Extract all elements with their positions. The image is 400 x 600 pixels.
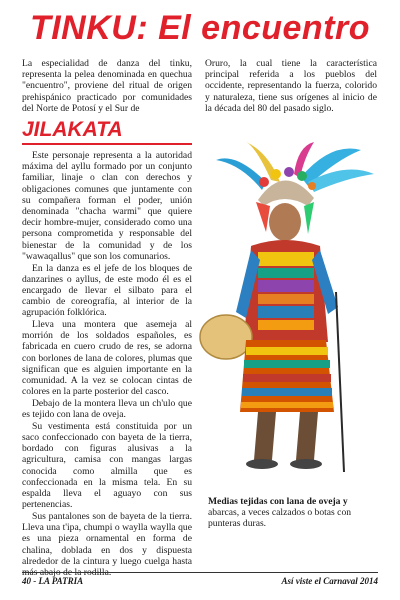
left-leg xyxy=(254,412,276,460)
footer-issue-label: Así viste el Carnaval 2014 xyxy=(281,576,378,586)
caption-rest: abarcas, a veces calzados o botas con punteras duras. xyxy=(208,507,352,530)
body-paragraph-1: Este personaje representa a la autoridad máxima del ayllu formado por un conjunto familiar, linaje o clan con derechos y obligaciones comunes que juntamente con su compañera forman el poder, unión denominada "chacha warmi" que quiere decir hombre-mujer, considerado como una persona comprometida y responsable del bienestar de la comunidad y de los "wawaqallus" que son los comunarios. xyxy=(22,150,192,262)
left-abarca xyxy=(246,459,278,469)
body-paragraph-6: Sus pantalones son de bayeta de la tierra. Lleva una t'ipa, chumpi o waylla waylla que es una pieza ornamental en forma de chalina, doblada en dos y dispuesta alrededor de la cintura y luego cuelga hasta xyxy=(22,511,192,567)
body-paragraph-5: Su vestimenta está constituida por un saco confeccionado con bayeta de la tierra, bordado con figuras alusivas a la agricultura, camisa con mangas largas conocida como almilla que es confeccionada en la misma tela. En su espalda lleva el aguayo con sus pertenencias. xyxy=(22,420,192,511)
body-column xyxy=(22,150,192,579)
section-heading: JILAKATA xyxy=(22,118,123,141)
right-abarca xyxy=(290,459,322,469)
page-title: TINKU: El encuentro xyxy=(29,9,371,47)
intro-left-column: La especialidad de danza del tinku, representa la pelea denominada en quechua "encuentro", proviene del ritual de origen prehispánico practicado por comunidades del Norte de Potosí y el Sur de xyxy=(22,58,192,114)
body-paragraph-2: En la danza es el jefe de los bloques de danzarines o ayllus, de este modo él es el encargado de llevar el silbato para el cambio de coreografía, al interior de la agrupación folklórica. xyxy=(22,262,192,319)
straw-hat xyxy=(200,315,252,359)
body-paragraph-3: Lleva una montera que asemeja al morrión de los soldados españoles, es fabricada en cuero crudo de res, se adorna con borlones de lana de colores, plumas que significan que es alguien importante en la comunidad. A la vez se colocan cintas de colores en la parte posterior del casco. xyxy=(22,319,192,398)
body-paragraph-4: Debajo de la montera lleva un ch'ulo que es tejido con lana de oveja. xyxy=(22,397,192,421)
dancer-face xyxy=(269,203,301,241)
footer-rule xyxy=(22,572,378,573)
dancer-illustration xyxy=(196,142,386,487)
heading-rule xyxy=(22,143,192,145)
embroidered-jacket xyxy=(244,240,328,342)
intro-right-column: Oruro, la cual tiene la característica principal referida a los pueblos del occidente, representando la fuerza, colorido y naturaleza, tiene sus orígenes al inicio de la década del 80 del pasado siglo. xyxy=(205,58,377,114)
staff xyxy=(336,292,344,472)
waist-tipa xyxy=(240,340,334,412)
right-leg xyxy=(296,412,318,460)
figure-caption xyxy=(208,496,380,530)
caption-bold: Medias tejidas con lana de oveja y xyxy=(208,496,348,507)
footer-page-label: 40 - LA PATRIA xyxy=(22,576,84,586)
